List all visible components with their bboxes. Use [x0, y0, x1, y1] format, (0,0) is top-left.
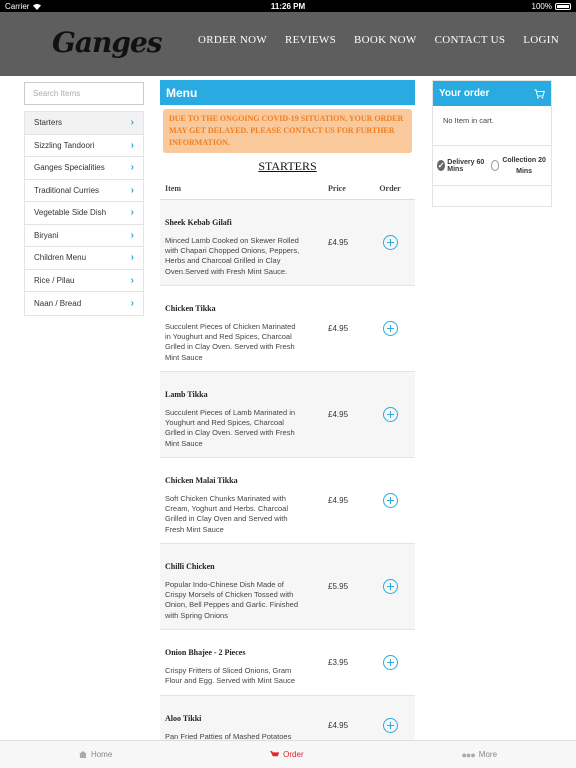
item-description: Soft Chicken Chunks Marinated with Cream, Yoghurt and Herbs. Charcoal Grilled in Clay Oven and Served with Fresh Mint Sauce	[165, 494, 288, 534]
tab-more[interactable]: ●●● More	[461, 749, 498, 760]
category-naan-bread[interactable]: Naan / Bread ›	[34, 297, 134, 309]
item-description: Succulent Pieces of Chicken Marinated in Youghurt and Red Spices, Charcoal Grlled in Clay Oven. Served with Fresh Mint Sauce	[165, 322, 296, 362]
chevron-right-icon: ›	[130, 162, 134, 174]
item-description: Succulent Pieces of Lamb Marinated in Youghurt and Red Spices, Charcoal Grlled in Clay Oven. Served with Fresh Mint Sauce	[165, 408, 296, 448]
site-header	[0, 12, 576, 76]
category-list	[24, 111, 144, 316]
add-item-icon[interactable]	[383, 655, 398, 670]
item-price: £4.95	[328, 410, 349, 419]
category-ganges-specialities[interactable]: Ganges Specialities ›	[25, 157, 143, 180]
menu-item	[160, 630, 415, 696]
add-item-icon[interactable]	[383, 407, 398, 422]
item-price: £4.95	[328, 496, 349, 505]
chevron-right-icon: ›	[130, 139, 134, 151]
top-nav	[198, 34, 559, 46]
item-name: Chicken Tikka	[165, 304, 216, 313]
item-price: £4.95	[328, 324, 349, 333]
cart-icon	[534, 89, 545, 99]
item-description: Minced Lamb Cooked on Skewer Rolled with Chapari Chopped Onions, Peppers, Herbs and Charcoal Grilled in Clay Oven.Served with Fresh Mint Sauce.	[165, 236, 300, 276]
radio-icon	[491, 160, 500, 171]
menu-item	[160, 372, 415, 458]
category-starters[interactable]: Starters ›	[25, 112, 143, 135]
chevron-right-icon: ›	[130, 117, 134, 129]
nav-login[interactable]: LOGIN	[523, 34, 559, 46]
menu-item	[160, 286, 415, 372]
item-price: £4.95	[328, 721, 349, 730]
menu-title: Menu	[160, 80, 415, 105]
nav-order-now[interactable]: ORDER NOW	[198, 34, 268, 46]
wifi-icon	[32, 3, 42, 10]
menu-items	[160, 200, 415, 740]
chevron-right-icon: ›	[130, 184, 134, 196]
category-sidebar	[24, 82, 144, 316]
order-cart	[432, 80, 552, 207]
search-input[interactable]: Search Items	[24, 82, 144, 105]
chevron-right-icon: ›	[130, 252, 134, 264]
column-item: Item	[165, 183, 181, 193]
chevron-right-icon: ›	[130, 274, 134, 286]
item-name: Chicken Malai Tikka	[165, 476, 238, 485]
item-name: Lamb Tikka	[165, 390, 208, 399]
more-dots-icon: ●●●	[461, 749, 475, 760]
item-name: Chilli Chicken	[165, 562, 215, 571]
cart-icon	[270, 751, 279, 758]
covid-notice: DUE TO THE ONGOING COVID-19 SITUATION, YOUR ORDER MAY GET DELAYED. PLEASE CONTACT US FOR FURTHER INFORMATION.	[163, 109, 412, 153]
category-rice-pilau[interactable]: Rice / Pilau ›	[25, 270, 143, 293]
item-description: Popular Indo-Chinese Dish Made of Crispy Morsels of Chicken Tossed with Onion, Bell Peppes and Garlic. Finished with Spring Onions	[165, 580, 298, 620]
column-price: Price	[328, 183, 346, 193]
tab-order[interactable]: Order	[270, 750, 303, 759]
item-name: Aloo Tikki	[165, 714, 202, 723]
cart-empty-message: No Item in cart.	[433, 106, 551, 146]
category-children-menu[interactable]: Children Menu ›	[25, 247, 143, 270]
battery-percent: 100%	[531, 1, 552, 11]
menu-item	[160, 544, 415, 630]
category-biryani[interactable]: Biryani ›	[25, 225, 143, 248]
nav-contact-us[interactable]: CONTACT US	[434, 34, 506, 46]
menu-item	[160, 696, 415, 740]
chevron-right-icon: ›	[130, 207, 134, 219]
nav-reviews[interactable]: REVIEWS	[285, 34, 336, 46]
home-icon	[79, 751, 87, 758]
tab-home[interactable]: Home	[79, 750, 112, 759]
chevron-right-icon: ›	[130, 229, 134, 241]
collection-option[interactable]: Collection 20 Mins	[491, 155, 548, 177]
item-price: £5.95	[328, 582, 349, 591]
column-order: Order	[379, 183, 401, 193]
add-item-icon[interactable]	[383, 321, 398, 336]
cart-title: Your order	[439, 88, 490, 99]
menu-table-header	[160, 177, 415, 200]
bottom-tab-bar	[0, 740, 576, 768]
menu-item	[160, 458, 415, 544]
category-traditional-curries[interactable]: Traditional Curries ›	[25, 180, 143, 203]
item-name: Onion Bhajee - 2 Pieces	[165, 648, 246, 657]
add-item-icon[interactable]	[383, 579, 398, 594]
item-description: Pan Fried Patties of Mashed Potatoes	[165, 732, 292, 740]
battery-icon	[555, 3, 571, 10]
add-item-icon[interactable]	[383, 718, 398, 733]
add-item-icon[interactable]	[383, 235, 398, 250]
menu-item	[160, 200, 415, 286]
section-title: STARTERS	[258, 159, 317, 173]
delivery-option[interactable]: ✓ Delivery 60 Mins	[437, 158, 485, 173]
ganges-logo[interactable]: Ganges	[52, 26, 162, 59]
chevron-right-icon: ›	[130, 297, 134, 309]
add-item-icon[interactable]	[383, 493, 398, 508]
item-description: Crispy Fritters of Sliced Onions, Gram Flour and Egg. Served with Mint Sauce	[165, 666, 296, 686]
fulfilment-options	[433, 146, 551, 186]
item-price: £3.95	[328, 658, 349, 667]
check-icon: ✓	[437, 161, 445, 170]
menu-panel	[160, 80, 415, 740]
status-time: 11:26 PM	[270, 1, 306, 11]
item-price: £4.95	[328, 238, 349, 247]
category-vegetable-side-dish[interactable]: Vegetable Side Dish ›	[25, 202, 143, 225]
status-bar	[0, 0, 576, 12]
carrier-label: Carrier	[5, 1, 30, 11]
nav-book-now[interactable]: BOOK NOW	[354, 34, 417, 46]
item-name: Sheek Kebab Gilafi	[165, 218, 232, 227]
category-sizzling-tandoori[interactable]: Sizzling Tandoori ›	[25, 135, 143, 158]
